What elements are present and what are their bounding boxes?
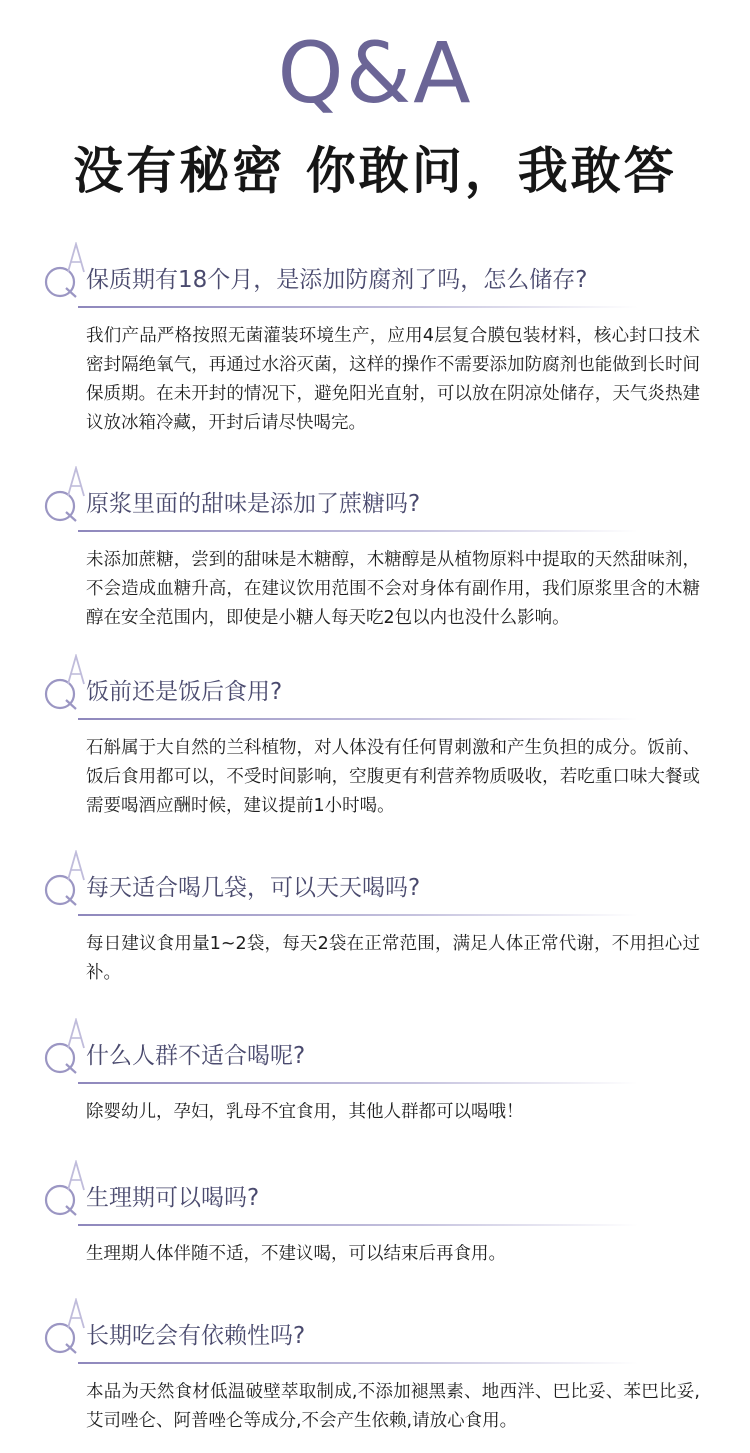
- answer-text: 生理期人体伴随不适，不建议喝，可以结束后再食用。: [86, 1244, 506, 1264]
- question-text: 原浆里面的甜味是添加了蔗糖吗?: [86, 491, 421, 517]
- answer-text: 本品为天然食材低温破壁萃取制成,不添加褪黑素、地西泮、巴比妥、苯巴比妥,艾司唑仑、阿普唑仑等成分,不会产生依赖,请放心食用。: [86, 1382, 700, 1431]
- question-text: 什么人群不适合喝呢?: [86, 1043, 306, 1069]
- question-text: 长期吃会有依赖性吗?: [86, 1323, 306, 1349]
- question-divider: [78, 530, 638, 532]
- qa-logo-icon: [40, 1018, 88, 1076]
- answer-text: 每日建议食用量1~2袋，每天2袋在正常范围，满足人体正常代谢，不用担心过补。: [86, 934, 700, 983]
- qa-logo-icon: [40, 654, 88, 712]
- question-divider: [78, 1362, 638, 1364]
- answer-text: 未添加蔗糖，尝到的甜味是木糖醇，木糖醇是从植物原料中提取的天然甜味剂，不会造成血糖升高，在建议饮用范围不会对身体有副作用，我们原浆里含的木糖醇在安全范围内，即使是小糖人每天吃2包以内也没什么影响。: [86, 550, 700, 628]
- question-divider: [78, 306, 638, 308]
- qa-logo-icon: [40, 850, 88, 908]
- answer-text: 我们产品严格按照无菌灌装环境生产，应用4层复合膜包装材料，核心封口技术密封隔绝氧气，再通过水浴灭菌，这样的操作不需要添加防腐剂也能做到长时间保质期。在未开封的情况下，避免阳光直射，可以放在阴凉处储存，天气炎热建议放冰箱冷藏，开封后请尽快喝完。: [86, 326, 700, 433]
- answer-text: 除婴幼儿，孕妇，乳母不宜食用，其他人群都可以喝哦！: [86, 1102, 524, 1122]
- qa-logo-icon: [40, 1298, 88, 1356]
- question-divider: [78, 914, 638, 916]
- qa-logo-icon: [40, 1160, 88, 1218]
- question-text: 饭前还是饭后食用?: [86, 679, 283, 705]
- page-subtitle: 没有秘密 你敢问，我敢答: [73, 142, 677, 200]
- question-text: 保质期有18个月，是添加防腐剂了吗，怎么储存?: [86, 267, 588, 293]
- question-divider: [78, 1082, 638, 1084]
- question-divider: [78, 718, 638, 720]
- question-text: 生理期可以喝吗?: [86, 1185, 260, 1211]
- question-divider: [78, 1224, 638, 1226]
- qa-logo-icon: [40, 242, 88, 300]
- answer-text: 石斛属于大自然的兰科植物，对人体没有任何胃刺激和产生负担的成分。饭前、饭后食用都可以，不受时间影响，空腹更有利营养物质吸收，若吃重口味大餐或需要喝酒应酬时候，建议提前1小时喝。: [86, 738, 700, 816]
- page-title: Q&A: [277, 24, 473, 122]
- question-text: 每天适合喝几袋，可以天天喝吗?: [86, 875, 421, 901]
- qa-logo-icon: [40, 466, 88, 524]
